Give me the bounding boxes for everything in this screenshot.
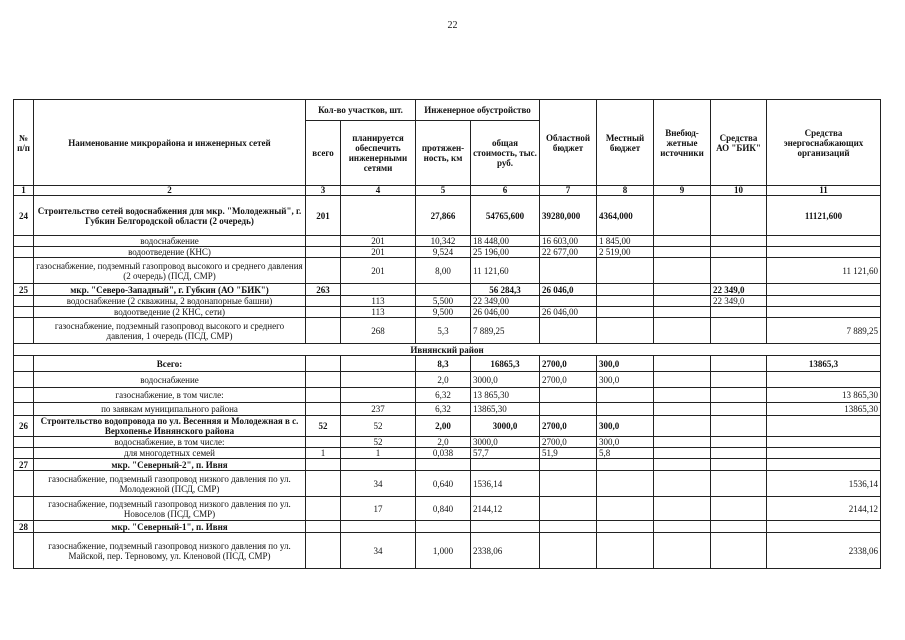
regional-budget: 16 603,00 [540,236,597,247]
table-row [14,403,881,416]
length-km [416,459,471,471]
local-budget [597,318,654,344]
column-number: 9 [654,186,711,196]
plots-total [306,296,341,307]
column-number: 8 [597,186,654,196]
table-row [14,497,881,521]
length-km: 8,00 [416,258,471,284]
energy-funds [767,247,881,258]
column-number: 4 [341,186,416,196]
row-number [14,307,34,318]
bik-funds [711,471,767,497]
column-numbers-row [14,186,881,196]
local-budget: 1 845,00 [597,236,654,247]
extra-budget [654,403,711,416]
row-name: Всего: [34,356,306,372]
plots-total [306,258,341,284]
length-km: 0,640 [416,471,471,497]
header-engineering-group: Инженерное обустройство [416,100,540,121]
total-cost: 3000,0 [471,372,540,388]
length-km: 1,000 [416,533,471,569]
length-km: 9,524 [416,247,471,258]
table-row [14,258,881,284]
row-number: 27 [14,459,34,471]
extra-budget [654,497,711,521]
table-row [14,521,881,533]
row-name: для многодетных семей [34,448,306,459]
extra-budget [654,307,711,318]
regional-budget: 2700,0 [540,437,597,448]
length-km: 9,500 [416,307,471,318]
extra-budget [654,521,711,533]
plots-planned [341,284,416,296]
region-name: Ивнянский район [14,344,881,356]
plots-total [306,318,341,344]
row-name: газоснабжение, в том числе: [34,388,306,403]
plots-planned [341,196,416,236]
header-bik-funds: Средства АО "БИК" [711,100,767,186]
regional-budget [540,533,597,569]
row-name: мкр. "Северный-2", п. Ивня [34,459,306,471]
local-budget [597,459,654,471]
row-name: газоснабжение, подземный газопровод высокого и среднего давления (2 очередь) (ПСД, СМР) [34,258,306,284]
plots-planned: 237 [341,403,416,416]
total-cost [471,521,540,533]
total-cost: 7 889,25 [471,318,540,344]
plots-planned [341,459,416,471]
local-budget [597,296,654,307]
energy-funds: 2144,12 [767,497,881,521]
total-cost: 16865,3 [471,356,540,372]
row-name: газоснабжение, подземный газопровод низкого давления по ул. Майской, пер. Терновому, ул. Кленовой (ПСД, СМР) [34,533,306,569]
energy-funds [767,448,881,459]
column-number: 11 [767,186,881,196]
row-number [14,437,34,448]
row-name: мкр. "Северный-1", п. Ивня [34,521,306,533]
column-number: 5 [416,186,471,196]
column-number: 3 [306,186,341,196]
bik-funds [711,236,767,247]
plots-total: 1 [306,448,341,459]
column-number: 1 [14,186,34,196]
local-budget [597,533,654,569]
bik-funds [711,403,767,416]
regional-budget [540,296,597,307]
bik-funds [711,356,767,372]
energy-funds: 2338,06 [767,533,881,569]
plots-planned: 268 [341,318,416,344]
total-cost: 3000,0 [471,416,540,437]
bik-funds [711,258,767,284]
energy-funds [767,296,881,307]
row-name: газоснабжение, подземный газопровод низкого давления по ул. Новоселов (ПСД, СМР) [34,497,306,521]
bik-funds [711,247,767,258]
length-km: 2,0 [416,372,471,388]
plots-total [306,459,341,471]
extra-budget [654,416,711,437]
bik-funds [711,372,767,388]
local-budget: 300,0 [597,437,654,448]
infrastructure-table [13,99,881,569]
regional-budget [540,521,597,533]
header-length: протяжен-ность, км [416,121,471,186]
bik-funds [711,448,767,459]
table-row [14,356,881,372]
extra-budget [654,437,711,448]
extra-budget [654,296,711,307]
energy-funds: 11121,600 [767,196,881,236]
length-km: 5,3 [416,318,471,344]
plots-planned [341,356,416,372]
table-row [14,533,881,569]
energy-funds [767,236,881,247]
bik-funds [711,497,767,521]
row-number: 25 [14,284,34,296]
plots-total [306,307,341,318]
plots-planned: 113 [341,296,416,307]
row-number [14,403,34,416]
local-budget [597,521,654,533]
plots-total [306,471,341,497]
table-row [14,448,881,459]
local-budget: 2 519,00 [597,247,654,258]
table-row [14,296,881,307]
row-name: мкр. "Северо-Западный", г. Губкин (АО "БИК") [34,284,306,296]
local-budget [597,471,654,497]
bik-funds [711,521,767,533]
plots-planned [341,388,416,403]
plots-planned: 113 [341,307,416,318]
infrastructure-table-container [13,99,880,569]
plots-total [306,497,341,521]
regional-budget [540,258,597,284]
extra-budget [654,471,711,497]
plots-total [306,372,341,388]
plots-planned [341,372,416,388]
energy-funds [767,284,881,296]
extra-budget [654,318,711,344]
row-name: водоснабжение (2 скважины, 2 водонапорные башни) [34,296,306,307]
table-row [14,471,881,497]
local-budget [597,403,654,416]
row-name: водоотведение (2 КНС, сети) [34,307,306,318]
extra-budget [654,388,711,403]
length-km [416,284,471,296]
extra-budget [654,448,711,459]
total-cost: 11 121,60 [471,258,540,284]
table-row [14,307,881,318]
extra-budget [654,258,711,284]
bik-funds: 22 349,0 [711,284,767,296]
plots-planned [341,521,416,533]
header-num: № п/п [14,100,34,186]
table-row [14,236,881,247]
extra-budget [654,533,711,569]
energy-funds [767,416,881,437]
header-energy-funds: Средства энергоснабжающих организаций [767,100,881,186]
regional-budget: 26 046,00 [540,307,597,318]
length-km: 6,32 [416,403,471,416]
regional-budget [540,403,597,416]
plots-total [306,356,341,372]
table-body [14,196,881,569]
local-budget [597,388,654,403]
regional-budget [540,459,597,471]
column-number: 2 [34,186,306,196]
energy-funds: 13 865,30 [767,388,881,403]
local-budget: 300,0 [597,356,654,372]
bik-funds [711,459,767,471]
page-number: 22 [447,20,458,31]
local-budget [597,284,654,296]
extra-budget [654,196,711,236]
row-name: по заявкам муниципального района [34,403,306,416]
row-number: 28 [14,521,34,533]
total-cost: 26 046,00 [471,307,540,318]
row-number [14,236,34,247]
energy-funds [767,459,881,471]
regional-budget: 39280,000 [540,196,597,236]
regional-budget [540,318,597,344]
length-km: 6,32 [416,388,471,403]
header-row-top [14,100,881,121]
row-number [14,258,34,284]
total-cost: 1536,14 [471,471,540,497]
local-budget: 4364,000 [597,196,654,236]
row-number [14,356,34,372]
length-km: 2,0 [416,437,471,448]
energy-funds: 7 889,25 [767,318,881,344]
plots-planned: 1 [341,448,416,459]
table-row [14,459,881,471]
row-name: водоснабжение [34,236,306,247]
table-row [14,437,881,448]
bik-funds [711,196,767,236]
length-km: 0,840 [416,497,471,521]
plots-total: 52 [306,416,341,437]
regional-budget [540,497,597,521]
table-row [14,196,881,236]
row-number [14,372,34,388]
regional-budget: 2700,0 [540,416,597,437]
plots-total [306,437,341,448]
plots-planned: 201 [341,247,416,258]
local-budget: 300,0 [597,416,654,437]
total-cost: 13865,30 [471,403,540,416]
row-number: 26 [14,416,34,437]
plots-planned: 201 [341,236,416,247]
extra-budget [654,236,711,247]
plots-planned: 34 [341,533,416,569]
header-plots-group: Кол-во участков, шт. [306,100,416,121]
column-number: 7 [540,186,597,196]
header-cost: общая стоимость, тыс. руб. [471,121,540,186]
row-number [14,497,34,521]
plots-total [306,403,341,416]
row-number [14,448,34,459]
local-budget [597,258,654,284]
bik-funds [711,533,767,569]
bik-funds [711,307,767,318]
plots-total: 263 [306,284,341,296]
header-plots-total: всего [306,121,341,186]
total-cost: 56 284,3 [471,284,540,296]
total-cost: 2338,06 [471,533,540,569]
row-number [14,533,34,569]
bik-funds [711,388,767,403]
column-number: 10 [711,186,767,196]
regional-budget [540,388,597,403]
table-row [14,318,881,344]
bik-funds [711,437,767,448]
extra-budget [654,247,711,258]
row-name: газоснабжение, подземный газопровод высокого и среднего давления, 1 очередь (ПСД, СМР) [34,318,306,344]
local-budget: 5,8 [597,448,654,459]
length-km: 5,500 [416,296,471,307]
region-row [14,344,881,356]
total-cost: 57,7 [471,448,540,459]
energy-funds: 13865,3 [767,356,881,372]
regional-budget [540,471,597,497]
bik-funds [711,416,767,437]
column-number: 6 [471,186,540,196]
local-budget [597,307,654,318]
energy-funds: 11 121,60 [767,258,881,284]
row-name: Строительство сетей водоснабжения для мкр. "Молодежный", г. Губкин Белгородской области (2 очередь) [34,196,306,236]
energy-funds: 1536,14 [767,471,881,497]
header-name: Наименование микрорайона и инженерных сетей [34,100,306,186]
plots-total [306,236,341,247]
row-number: 24 [14,196,34,236]
total-cost: 22 349,00 [471,296,540,307]
length-km: 10,342 [416,236,471,247]
bik-funds [711,318,767,344]
row-number [14,296,34,307]
plots-planned: 34 [341,471,416,497]
length-km: 27,866 [416,196,471,236]
bik-funds: 22 349,0 [711,296,767,307]
table-row [14,372,881,388]
row-number [14,471,34,497]
plots-planned: 17 [341,497,416,521]
energy-funds [767,437,881,448]
row-name: водоотведение (КНС) [34,247,306,258]
total-cost: 3000,0 [471,437,540,448]
local-budget [597,497,654,521]
plots-total [306,533,341,569]
table-row [14,284,881,296]
plots-total: 201 [306,196,341,236]
regional-budget: 2700,0 [540,372,597,388]
plots-total [306,521,341,533]
regional-budget: 26 046,0 [540,284,597,296]
plots-planned: 52 [341,437,416,448]
length-km [416,521,471,533]
row-name: водоснабжение [34,372,306,388]
total-cost: 2144,12 [471,497,540,521]
total-cost: 25 196,00 [471,247,540,258]
length-km: 2,00 [416,416,471,437]
plots-total [306,388,341,403]
extra-budget [654,284,711,296]
energy-funds [767,307,881,318]
row-name: Строительство водопровода по ул. Весенняя и Молодежная в с. Верхопенье Ивнянского района [34,416,306,437]
extra-budget [654,459,711,471]
plots-total [306,247,341,258]
row-number [14,388,34,403]
extra-budget [654,356,711,372]
extra-budget [654,372,711,388]
energy-funds [767,521,881,533]
energy-funds [767,372,881,388]
row-name: газоснабжение, подземный газопровод низкого давления по ул. Молодежной (ПСД, СМР) [34,471,306,497]
total-cost: 54765,600 [471,196,540,236]
table-row [14,416,881,437]
local-budget: 300,0 [597,372,654,388]
total-cost: 18 448,00 [471,236,540,247]
plots-planned: 201 [341,258,416,284]
header-local-budget: Местный бюджет [597,100,654,186]
header-extra-budget: Внебюд-жетные источники [654,100,711,186]
row-name: водоснабжение, в том числе: [34,437,306,448]
regional-budget: 2700,0 [540,356,597,372]
total-cost: 13 865,30 [471,388,540,403]
plots-planned: 52 [341,416,416,437]
length-km: 0,038 [416,448,471,459]
row-number [14,318,34,344]
header-regional-budget: Областной бюджет [540,100,597,186]
length-km: 8,3 [416,356,471,372]
table-row [14,388,881,403]
energy-funds: 13865,30 [767,403,881,416]
regional-budget: 51,9 [540,448,597,459]
header-plots-planned: планируется обеспечить инженерными сетями [341,121,416,186]
row-number [14,247,34,258]
total-cost [471,459,540,471]
regional-budget: 22 677,00 [540,247,597,258]
table-row [14,247,881,258]
